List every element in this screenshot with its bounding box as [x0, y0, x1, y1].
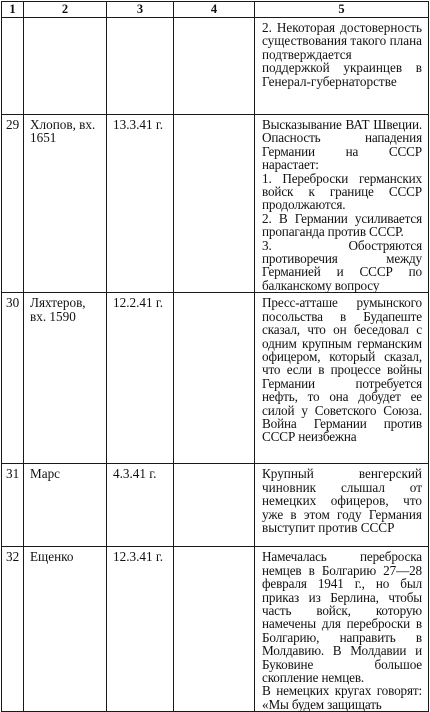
table-row: [2, 293, 429, 464]
row-text: Пресс-атташе румынского посольства в Будапеште сказал, что он беседовал с одним крупным германским офицером, который сказал, что если в процессе войны Германии потребуется нефть, то она добудет ее силой у Советского Союза. Война Германии против СССР неизбежна: [255, 293, 429, 464]
column-header-1: 1: [2, 2, 24, 18]
row-number: 29: [2, 115, 24, 293]
row-col4: [174, 293, 255, 464]
row-col4: [174, 18, 255, 115]
row-text: 2. Некоторая достоверность существования такого плана подтверждается поддержкой украинцев в Генерал-губернаторстве: [255, 18, 429, 115]
row-source: [24, 18, 107, 115]
table-row: [2, 547, 429, 712]
row-source: Ляхтеров, вх. 1590: [24, 293, 107, 464]
row-source: Хлопов, вх. 1651: [24, 115, 107, 293]
row-text: Высказывание ВАТ Швеции. Опасность нападения Германии на СССР нарастает: 1. Переброски германских войск к границе СССР продолжаются. 2. В Германии усиливается пропаганда против СССР. 3. Обостряются противоречия между Германией и СССР по балканскому вопросу: [255, 115, 429, 293]
intelligence-report-table: [1, 1, 429, 712]
row-number: 30: [2, 293, 24, 464]
row-date: 12.3.41 г.: [107, 547, 174, 712]
column-header-3: 3: [107, 2, 174, 18]
table-row: [2, 115, 429, 293]
table-header-row: [2, 2, 429, 18]
column-header-5: 5: [255, 2, 429, 18]
row-date: [107, 18, 174, 115]
table-row: [2, 18, 429, 115]
document-page: [1, 1, 428, 712]
row-source: Ещенко: [24, 547, 107, 712]
row-col4: [174, 115, 255, 293]
column-header-2: 2: [24, 2, 107, 18]
row-date: 4.3.41 г.: [107, 464, 174, 547]
row-number: 32: [2, 547, 24, 712]
column-header-4: 4: [174, 2, 255, 18]
row-number: 31: [2, 464, 24, 547]
row-source: Марс: [24, 464, 107, 547]
row-number: [2, 18, 24, 115]
row-date: 12.2.41 г.: [107, 293, 174, 464]
row-text: Крупный венгерский чиновник слышал от немецких офицеров, что уже в этом году Германия выступит против СССР: [255, 464, 429, 547]
row-col4: [174, 464, 255, 547]
row-text: Намечалась переброска немцев в Болгарию 27—28 февраля 1941 г., но был приказ из Берлина, чтобы часть войск, которую намечены для переброски в Болгарию, направить в Молдавию. В Молдавии и Буковине большое скопление немцев. В немецких кругах говорят: «Мы будем защищать: [255, 547, 429, 712]
row-date: 13.3.41 г.: [107, 115, 174, 293]
row-col4: [174, 547, 255, 712]
table-row: [2, 464, 429, 547]
